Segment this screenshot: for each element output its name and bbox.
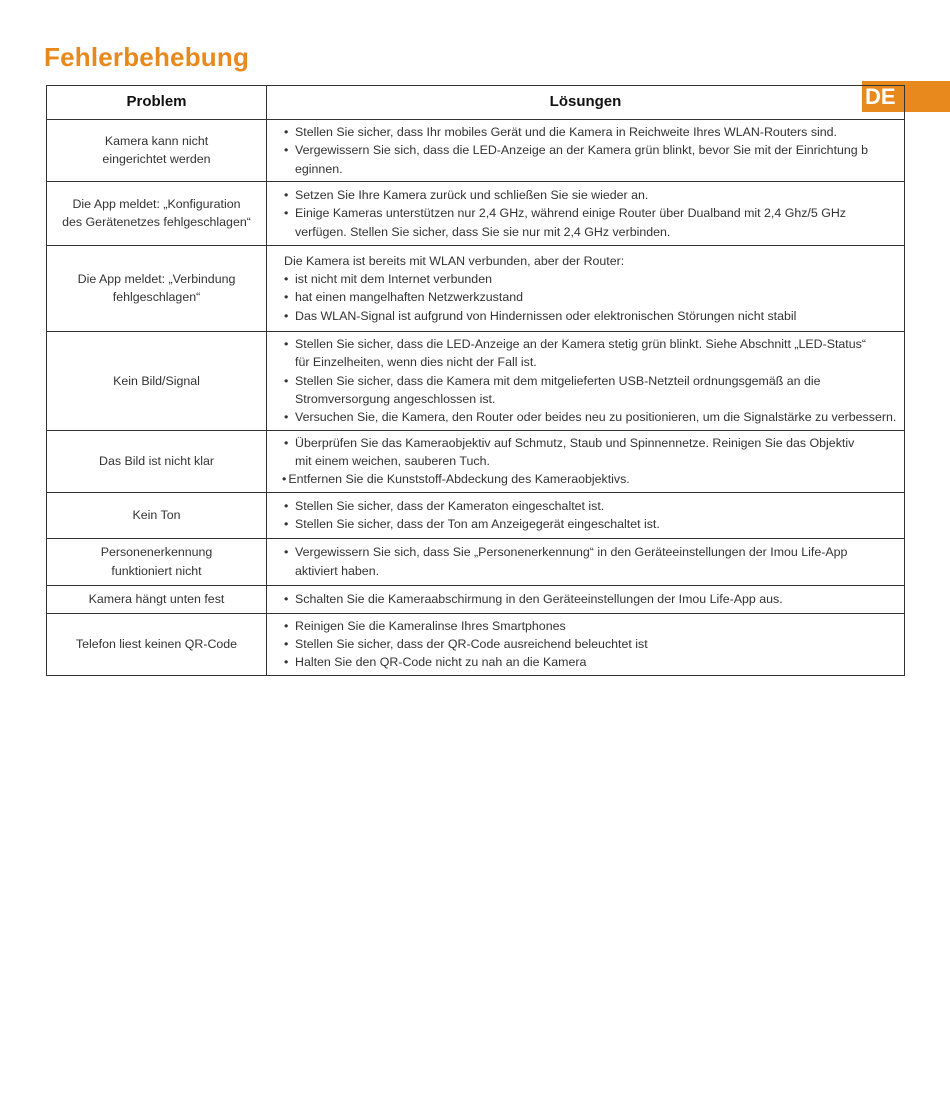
solution-text: Schalten Sie die Kameraabschirmung in den Geräteeinstellungen der Imou Life-App aus. bbox=[295, 592, 783, 607]
problem-cell bbox=[47, 585, 267, 613]
solution-text: Stellen Sie sicher, dass der QR-Code ausreichend beleuchtet ist bbox=[295, 637, 648, 652]
bullet-icon: • bbox=[284, 187, 289, 202]
solution-item bbox=[284, 335, 904, 372]
solution-text: Setzen Sie Ihre Kamera zurück und schließen Sie sie wieder an. bbox=[295, 187, 649, 202]
solution-item bbox=[284, 372, 904, 409]
problem-text: funktioniert nicht bbox=[111, 563, 202, 578]
problem-text: Kamera hängt unten fest bbox=[88, 592, 225, 607]
problem-cell bbox=[47, 430, 267, 492]
problem-cell bbox=[47, 492, 267, 538]
solution-text: hat einen mangelhaften Netzwerkzustand bbox=[295, 290, 523, 305]
solution-text: Stellen Sie sicher, dass Ihr mobiles Gerät und die Kamera in Reichweite Ihres WLAN-Routers sind. bbox=[295, 125, 837, 139]
bullet-icon: • bbox=[284, 337, 289, 352]
solution-text: Stellen Sie sicher, dass die LED-Anzeige an der Kamera stetig grün blinkt. Siehe Abschnitt „LED-Status“ bbox=[295, 337, 866, 352]
bullet-icon: • bbox=[284, 637, 289, 652]
bullet-icon: • bbox=[284, 618, 289, 633]
solution-text: für Einzelheiten, wenn dies nicht der Fall ist. bbox=[295, 355, 537, 370]
solution-item bbox=[284, 497, 904, 515]
solution-item bbox=[284, 590, 904, 608]
solution-item bbox=[284, 635, 904, 653]
solution-item bbox=[282, 470, 904, 488]
table-row bbox=[47, 430, 905, 492]
problem-text: Die App meldet: „Konfiguration bbox=[72, 197, 241, 212]
solution-text: eginnen. bbox=[295, 161, 343, 176]
solution-item bbox=[284, 653, 904, 671]
solution-cell bbox=[267, 181, 905, 245]
table-row bbox=[47, 120, 905, 182]
solution-cell bbox=[267, 331, 905, 430]
bullet-icon: • bbox=[284, 592, 289, 607]
solution-text: Entfernen Sie die Kunststoff-Abdeckung des Kameraobjektivs. bbox=[288, 472, 630, 487]
table-header-row bbox=[47, 86, 905, 120]
solution-item bbox=[284, 186, 904, 204]
solution-item bbox=[284, 515, 904, 533]
column-header-problem: Problem bbox=[47, 86, 267, 120]
table-row bbox=[47, 492, 905, 538]
solution-text: Versuchen Sie, die Kamera, den Router oder beides neu zu positionieren, um die Signalstärke zu verbessern. bbox=[295, 410, 897, 425]
page-title: Fehlerbehebung bbox=[44, 42, 250, 72]
table-row bbox=[47, 331, 905, 430]
solution-item bbox=[284, 617, 904, 635]
solution-cell bbox=[267, 245, 905, 331]
table-row bbox=[47, 245, 905, 331]
bullet-icon: • bbox=[284, 143, 289, 158]
bullet-icon: • bbox=[284, 272, 289, 287]
problem-text: Kein Bild/Signal bbox=[113, 373, 200, 388]
solution-cell bbox=[267, 613, 905, 675]
bullet-icon: • bbox=[284, 545, 289, 560]
solution-item bbox=[284, 270, 904, 288]
bullet-icon: • bbox=[284, 290, 289, 305]
troubleshooting-table bbox=[46, 85, 905, 676]
solution-item bbox=[284, 408, 904, 426]
table-row bbox=[47, 181, 905, 245]
bullet-icon: • bbox=[284, 125, 289, 139]
solution-item bbox=[284, 307, 904, 325]
problem-text: Das Bild ist nicht klar bbox=[99, 454, 214, 469]
problem-text: Personenerkennung bbox=[100, 545, 213, 560]
table-row bbox=[47, 613, 905, 675]
solution-text: Vergewissern Sie sich, dass Sie „Personenerkennung“ in den Geräteeinstellungen der Imou Life-App bbox=[295, 545, 848, 560]
solution-item bbox=[284, 123, 904, 141]
table-row bbox=[47, 585, 905, 613]
column-header-solutions: Lösungen bbox=[267, 86, 905, 120]
problem-text: fehlgeschlagen“ bbox=[112, 290, 201, 305]
problem-text: Kein Ton bbox=[132, 508, 181, 523]
problem-cell bbox=[47, 613, 267, 675]
bullet-icon: • bbox=[284, 373, 289, 388]
bullet-icon: • bbox=[284, 410, 289, 425]
solution-text: Überprüfen Sie das Kameraobjektiv auf Schmutz, Staub und Spinnennetze. Reinigen Sie das Objektiv bbox=[295, 435, 855, 450]
solution-text: verfügen. Stellen Sie sicher, dass Sie sie nur mit 2,4 GHz verbinden. bbox=[295, 224, 671, 239]
solution-text: mit einem weichen, sauberen Tuch. bbox=[295, 454, 490, 469]
solution-cell bbox=[267, 492, 905, 538]
bullet-icon: • bbox=[284, 655, 289, 670]
solution-cell bbox=[267, 538, 905, 585]
problem-text: Kamera kann nicht bbox=[104, 134, 209, 149]
solution-text: aktiviert haben. bbox=[295, 563, 380, 578]
solution-text: Halten Sie den QR-Code nicht zu nah an die Kamera bbox=[295, 655, 587, 670]
table-row bbox=[47, 538, 905, 585]
solution-text: Stellen Sie sicher, dass die Kamera mit dem mitgelieferten USB-Netzteil ordnungsgemäß an die bbox=[295, 373, 821, 388]
bullet-icon: • bbox=[284, 435, 289, 450]
language-tab: DE bbox=[862, 81, 950, 112]
solution-text: Vergewissern Sie sich, dass die LED-Anzeige an der Kamera grün blinkt, bevor Sie mit der Einrichtung b bbox=[295, 143, 869, 158]
solution-text: Stromversorgung angeschlossen ist. bbox=[295, 392, 496, 407]
solution-cell bbox=[267, 430, 905, 492]
solution-text: Reinigen Sie die Kameralinse Ihres Smartphones bbox=[295, 618, 566, 633]
solution-text: Stellen Sie sicher, dass der Ton am Anzeigegerät eingeschaltet ist. bbox=[295, 517, 660, 532]
solution-item bbox=[284, 204, 904, 241]
solution-item bbox=[284, 434, 904, 471]
solution-item bbox=[284, 141, 904, 178]
solution-item bbox=[284, 288, 904, 306]
bullet-icon: • bbox=[282, 472, 287, 487]
bullet-icon: • bbox=[284, 308, 289, 323]
solution-text: Das WLAN-Signal ist aufgrund von Hindernissen oder elektronischen Störungen nicht stabil bbox=[295, 308, 797, 323]
problem-cell bbox=[47, 538, 267, 585]
problem-text: Die App meldet: „Verbindung bbox=[77, 272, 236, 287]
problem-cell bbox=[47, 181, 267, 245]
problem-text: Telefon liest keinen QR-Code bbox=[75, 637, 238, 652]
solution-text: Stellen Sie sicher, dass der Kameraton eingeschaltet ist. bbox=[295, 498, 605, 513]
solution-text: ist nicht mit dem Internet verbunden bbox=[295, 272, 492, 287]
problem-text: des Gerätenetzes fehlgeschlagen“ bbox=[62, 215, 251, 230]
problem-cell bbox=[47, 245, 267, 331]
problem-cell bbox=[47, 120, 267, 182]
solution-item bbox=[284, 543, 904, 580]
bullet-icon: • bbox=[284, 206, 289, 221]
solution-intro: Die Kamera ist bereits mit WLAN verbunden, aber der Router: bbox=[284, 253, 625, 268]
solution-cell bbox=[267, 585, 905, 613]
solution-text: Einige Kameras unterstützen nur 2,4 GHz, während einige Router über Dualband mit 2,4 Ghz/5 GHz bbox=[295, 206, 846, 221]
problem-text: eingerichtet werden bbox=[102, 152, 211, 167]
solution-cell bbox=[267, 120, 905, 182]
bullet-icon: • bbox=[284, 498, 289, 513]
bullet-icon: • bbox=[284, 517, 289, 532]
problem-cell bbox=[47, 331, 267, 430]
